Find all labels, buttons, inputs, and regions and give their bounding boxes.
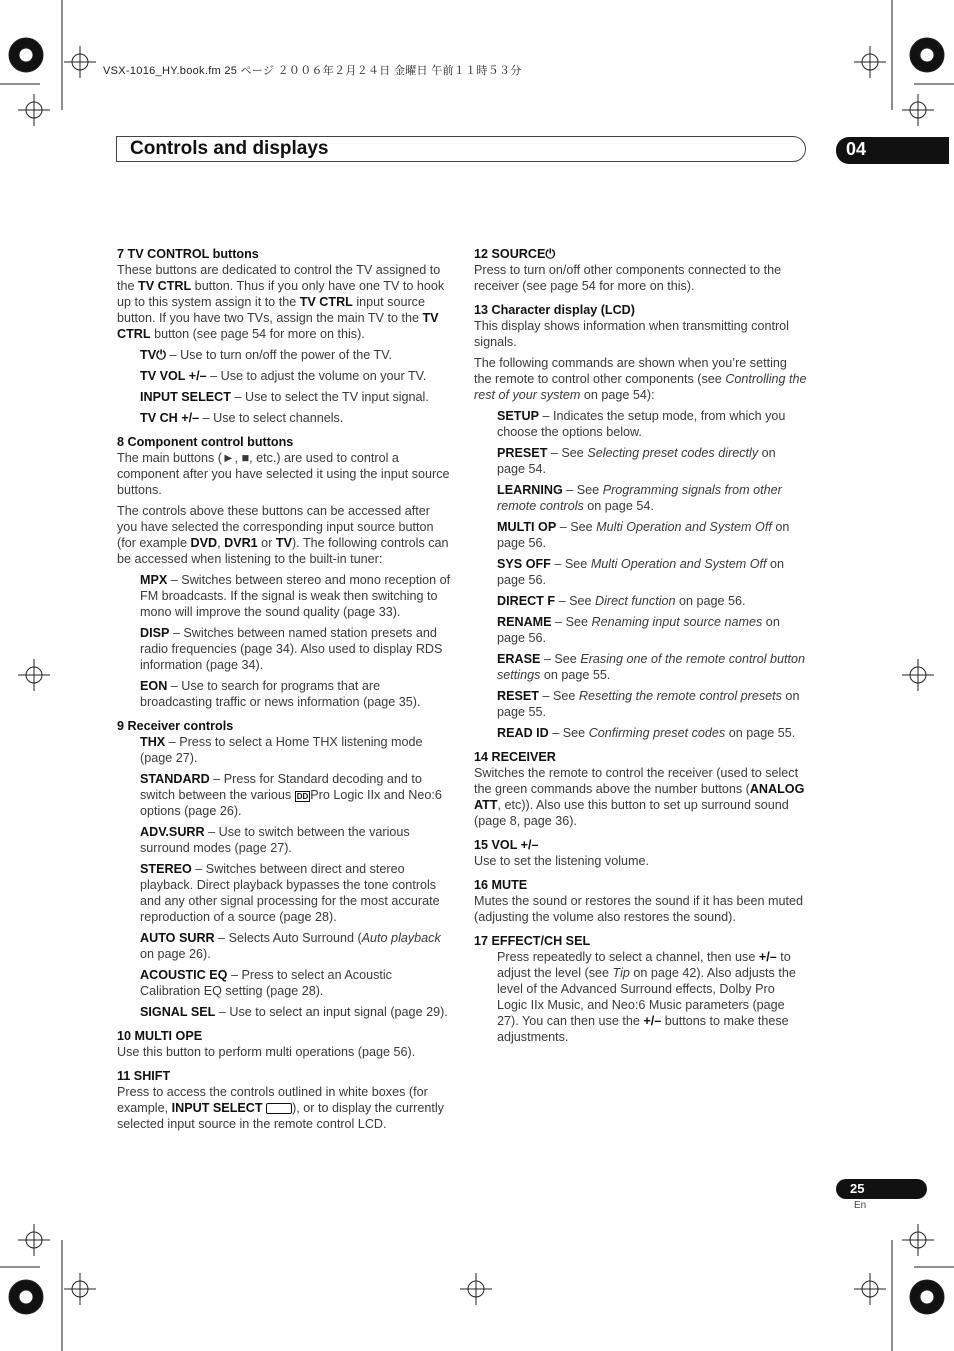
item-standard: STANDARD – Press for Standard decoding and to switch between the various DD Pro Logic IIx and Neo:6 options (page 26). <box>140 772 442 818</box>
section-12 <box>474 246 807 294</box>
section-heading: 14 RECEIVER <box>474 750 556 764</box>
page-number-tab <box>836 1179 927 1199</box>
paragraph: Use this button to perform multi operations (page 56). <box>117 1045 416 1059</box>
page-title: Controls and displays <box>130 138 329 159</box>
section-17 <box>474 933 807 1045</box>
paragraph: Use to set the listening volume. <box>474 854 650 868</box>
paragraph: Mutes the sound or restores the sound if it has been muted (adjusting the volume also restores the sound). <box>474 894 804 924</box>
section-heading: 9 Receiver controls <box>117 719 234 733</box>
item-eon: EON – Use to search for programs that are broadcasting traffic or news information (page 35). <box>140 679 421 709</box>
chapter-tab <box>836 137 949 164</box>
section-9 <box>117 718 452 1020</box>
section-16 <box>474 877 807 925</box>
section-8 <box>117 434 452 710</box>
paragraph: Press to access the controls outlined in white boxes (for example, INPUT SELECT ), or to display the currently selected input source in the remote control LCD. <box>117 1085 444 1131</box>
section-heading: 15 VOL +/– <box>474 838 539 852</box>
page-number: 25 <box>850 1181 865 1196</box>
item-erase: ERASE – See Erasing one of the remote control button settings on page 55. <box>497 652 806 682</box>
section-11 <box>117 1068 452 1132</box>
paragraph: Press to turn on/off other components connected to the receiver (see page 54 for more on this). <box>474 263 782 293</box>
item-sys-off: SYS OFF – See Multi Operation and System Off on page 56. <box>497 557 785 587</box>
item-auto-surr: AUTO SURR – Selects Auto Surround (Auto playback on page 26). <box>140 931 441 961</box>
item-disp: DISP – Switches between named station presets and radio frequencies (page 34). Also used to display RDS information (page 34). <box>140 626 443 672</box>
paragraph: The controls above these buttons can be accessed after you have selected the corresponding input source button (for example DVD, DVR1 or TV). The following controls can be accessed when listening to the built-in tuner: <box>117 504 449 566</box>
section-heading: 13 Character display (LCD) <box>474 303 635 317</box>
item-reset: RESET – See Resetting the remote control presets on page 55. <box>497 689 800 719</box>
item-multi-op: MULTI OP – See Multi Operation and System Off on page 56. <box>497 520 790 550</box>
item-acoustic-eq: ACOUSTIC EQ – Press to select an Acoustic Calibration EQ setting (page 28). <box>140 968 392 998</box>
item-thx: THX – Press to select a Home THX listening mode (page 27). <box>140 735 423 765</box>
print-info-line: VSX-1016_HY.book.fm 25 ページ ２００６年２月２４日 金曜日 午前１１時５３分 <box>103 65 522 77</box>
dolby-logo-icon: DD <box>296 792 309 801</box>
paragraph: The following commands are shown when you’re setting the remote to control other components (see Controlling the rest of your system on page 54): <box>474 356 807 402</box>
section-heading: 16 MUTE <box>474 878 528 892</box>
item-adv-surr: ADV.SURR – Use to switch between the various surround modes (page 27). <box>140 825 410 855</box>
paragraph: The main buttons (►, ■, etc.) are used to control a component after you have selected it using the input source buttons. <box>117 451 450 497</box>
item-signal-sel: SIGNAL SEL – Use to select an input signal (page 29). <box>140 1005 448 1019</box>
page-language: En <box>854 1200 867 1211</box>
section-10 <box>117 1028 452 1060</box>
left-column <box>117 246 452 1140</box>
section-15 <box>474 837 807 869</box>
paragraph: Press repeatedly to select a channel, then use +/– to adjust the level (see Tip on page 42). Also adjusts the level of the Advanced Surround effects, Dolby Pro Logic IIx Music, and Neo:6 Music parameters (page 27). You can then use the +/– buttons to make these adjustments. <box>497 950 796 1044</box>
paragraph: This display shows information when transmitting control signals. <box>474 319 789 349</box>
section-heading: 11 SHIFT <box>117 1069 171 1083</box>
section-heading: 7 TV CONTROL buttons <box>117 247 259 261</box>
item-tv: TV⏻ – Use to turn on/off the power of the TV. <box>140 348 392 362</box>
section-heading: 8 Component control buttons <box>117 435 294 449</box>
section-heading: 17 EFFECT/CH SEL <box>474 934 591 948</box>
remote-button-icon <box>266 1103 292 1114</box>
chapter-number: 04 <box>846 139 867 159</box>
item-rename: RENAME – See Renaming input source names on page 56. <box>497 615 780 645</box>
item-tv-ch: TV CH +/– – Use to select channels. <box>140 411 344 425</box>
item-learning: LEARNING – See Programming signals from other remote controls on page 54. <box>497 483 782 513</box>
paragraph: Switches the remote to control the receiver (used to select the green commands above the number buttons (ANALOG ATT, etc)). Also use this button to set up surround sound (page 8, page 36). <box>474 766 805 828</box>
item-stereo: STEREO – Switches between direct and stereo playback. Direct playback bypasses the tone controls and any other signal processing for the most accurate reproduction of a source (page 28). <box>140 862 440 924</box>
item-preset: PRESET – See Selecting preset codes directly on page 54. <box>497 446 776 476</box>
item-mpx: MPX – Switches between stereo and mono reception of FM broadcasts. If the signal is weak then switching to mono will improve the sound quality (page 33). <box>140 573 451 619</box>
item-read-id: READ ID – See Confirming preset codes on page 55. <box>497 726 796 740</box>
section-heading: 12 SOURCE⏻ <box>474 247 556 261</box>
item-setup: SETUP – Indicates the setup mode, from which you choose the options below. <box>497 409 786 439</box>
section-13 <box>474 302 807 741</box>
right-column <box>474 246 807 1053</box>
section-7 <box>117 246 452 426</box>
item-input-select: INPUT SELECT – Use to select the TV input signal. <box>140 390 429 404</box>
section-heading: 10 MULTI OPE <box>117 1029 203 1043</box>
item-direct-f: DIRECT F – See Direct function on page 56. <box>497 594 746 608</box>
paragraph: These buttons are dedicated to control the TV assigned to the TV CTRL button. Thus if you only have one TV to hook up to this system assign it to the TV CTRL input source button. If you have two TVs, assign the main TV to the TV CTRL button (see page 54 for more on this). <box>117 263 445 341</box>
section-14 <box>474 749 807 829</box>
item-tv-vol: TV VOL +/– – Use to adjust the volume on your TV. <box>140 369 427 383</box>
